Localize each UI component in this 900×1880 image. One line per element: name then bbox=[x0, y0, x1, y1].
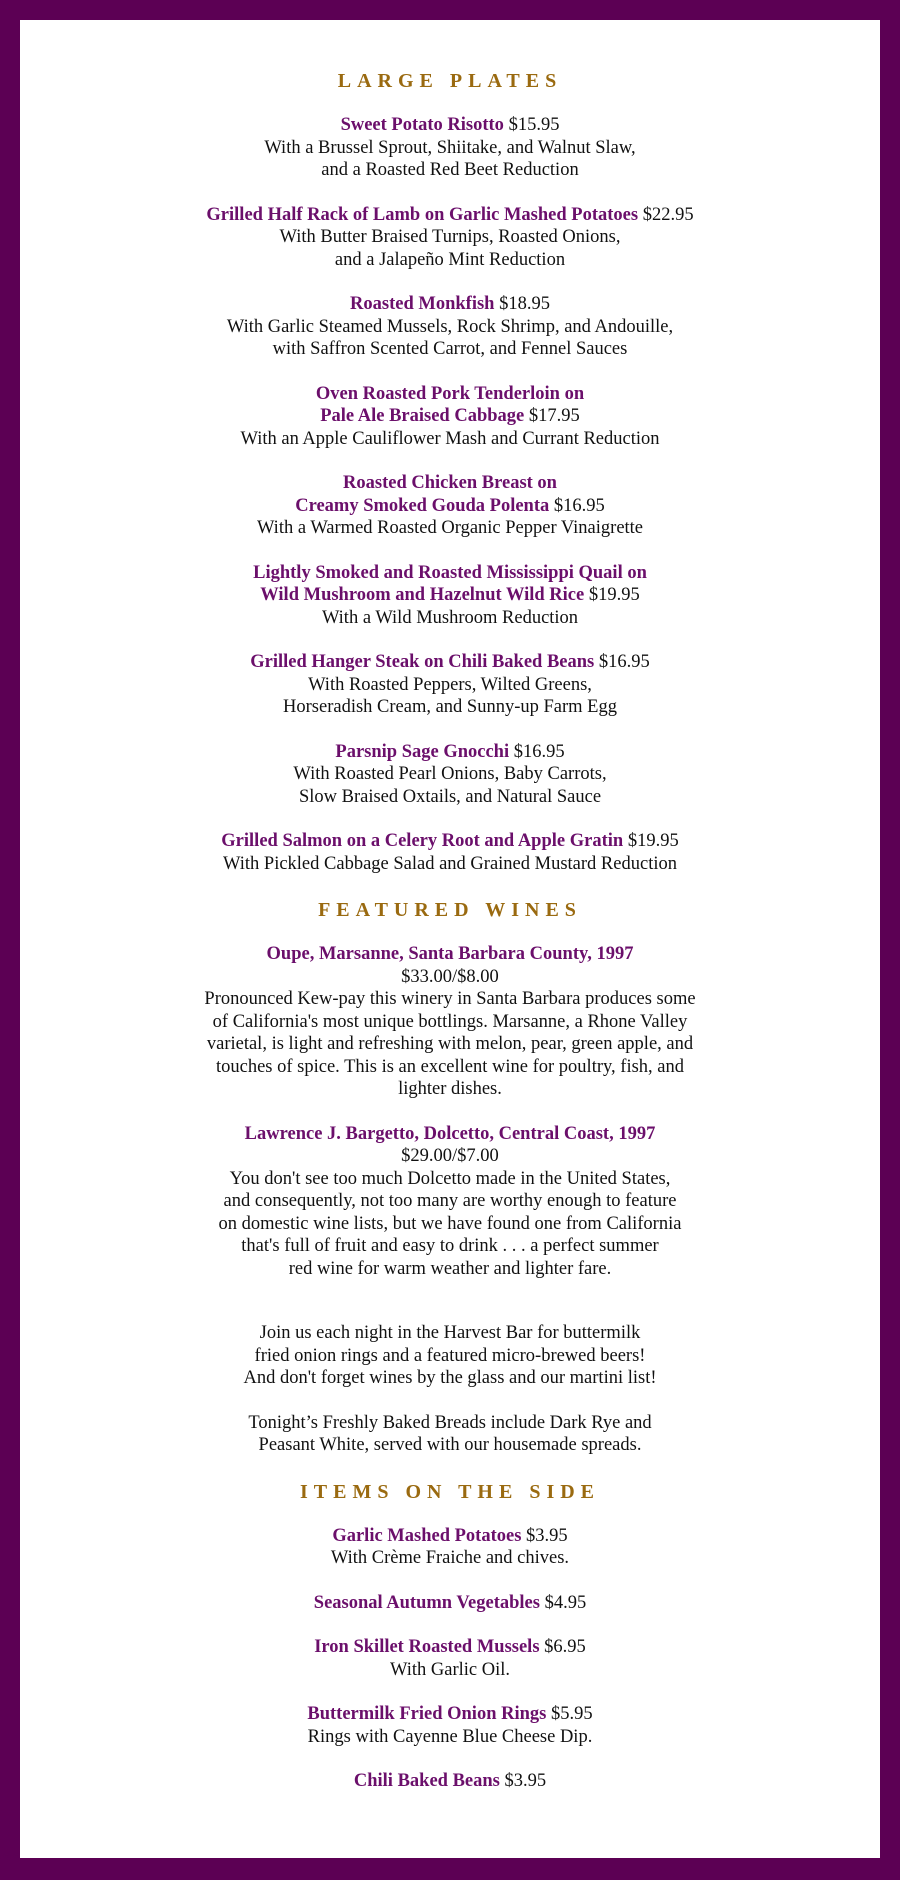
dish-name: Seasonal Autumn Vegetables bbox=[313, 1592, 540, 1613]
dish-name: Wild Mushroom and Hazelnut Wild Rice bbox=[260, 585, 585, 605]
dish-name: Parsnip Sage Gnocchi bbox=[335, 741, 510, 762]
dish-price: $5.95 bbox=[550, 1704, 593, 1724]
dish-description: With Roasted Pearl Onions, Baby Carrots, bbox=[293, 764, 607, 784]
dish-name: Buttermilk Fried Onion Rings bbox=[307, 1704, 547, 1724]
dish-name-line bbox=[20, 114, 880, 137]
dish-name-line bbox=[20, 1636, 880, 1659]
wine-description: on domestic wine lists, but we have found one from California bbox=[218, 1213, 682, 1234]
dish-description: With an Apple Cauliflower Mash and Currant Reduction bbox=[240, 428, 660, 449]
wine-description: that's full of fruit and easy to drink . . . a perfect summer bbox=[241, 1236, 659, 1256]
side-item bbox=[20, 1770, 880, 1793]
dish-name: Pale Ale Braised Cabbage bbox=[320, 406, 525, 426]
dish-price: $16.95 bbox=[598, 652, 650, 672]
dish-description: and a Roasted Red Beet Reduction bbox=[321, 160, 579, 180]
wine-description: touches of spice. This is an excellent wine for poultry, fish, and bbox=[215, 1056, 685, 1077]
dish-name: Roasted Monkfish bbox=[350, 294, 495, 314]
menu-page bbox=[20, 20, 880, 1858]
dish-name: Iron Skillet Roasted Mussels bbox=[314, 1637, 540, 1657]
dish-description: With Pickled Cabbage Salad and Grained Mustard Reduction bbox=[223, 853, 677, 874]
wine-description: You don't see too much Dolcetto made in the United States, bbox=[229, 1168, 671, 1189]
dish-name-line bbox=[20, 495, 880, 518]
dish-name-line bbox=[20, 741, 880, 764]
dish-name-line bbox=[20, 1770, 880, 1793]
dish-price: $22.95 bbox=[642, 204, 694, 225]
dish-description: With Butter Braised Turnips, Roasted Onions, bbox=[279, 227, 621, 247]
large-plates-heading: LARGE PLATES bbox=[337, 70, 563, 92]
wine-name: Oupe, Marsanne, Santa Barbara County, 1997 bbox=[266, 944, 634, 964]
dish-description: With Roasted Peppers, Wilted Greens, bbox=[308, 674, 592, 695]
note-paragraph bbox=[20, 1412, 880, 1457]
dish-description: with Saffron Scented Carrot, and Fennel Sauces bbox=[272, 339, 628, 359]
dish-name: Grilled Hanger Steak on Chili Baked Beans bbox=[250, 652, 595, 672]
dish-price: $15.95 bbox=[508, 115, 560, 135]
dish-name-line bbox=[20, 651, 880, 674]
note-paragraph bbox=[20, 1322, 880, 1390]
wine-description: lighter dishes. bbox=[398, 1079, 502, 1099]
dish-name: Lightly Smoked and Roasted Mississippi Quail on bbox=[253, 562, 647, 583]
side-item bbox=[20, 1592, 880, 1615]
wine-name: Lawrence J. Bargetto, Dolcetto, Central Coast, 1997 bbox=[244, 1123, 656, 1144]
dish-name-line bbox=[20, 1592, 880, 1615]
note-line: Tonight’s Freshly Baked Breads include Dark Rye and bbox=[248, 1412, 652, 1433]
wine-price: $29.00/$7.00 bbox=[401, 1146, 499, 1166]
dish-name: Sweet Potato Risotto bbox=[340, 115, 504, 135]
featured-wines-list bbox=[20, 943, 880, 1280]
dish-price: $16.95 bbox=[513, 741, 565, 762]
dish-name-line bbox=[20, 830, 880, 853]
dish-name: Chili Baked Beans bbox=[353, 1771, 500, 1791]
dish-description: Horseradish Cream, and Sunny-up Farm Egg bbox=[283, 697, 617, 717]
large-plate-item bbox=[20, 204, 880, 272]
dish-name: Garlic Mashed Potatoes bbox=[332, 1525, 522, 1546]
dish-description: With Garlic Oil. bbox=[390, 1659, 510, 1680]
dish-description: With a Brussel Sprout, Shiitake, and Walnut Slaw, bbox=[264, 137, 636, 158]
dish-price: $17.95 bbox=[528, 406, 580, 426]
wine-item bbox=[20, 1123, 880, 1281]
side-item bbox=[20, 1703, 880, 1748]
wine-description: of California's most unique bottlings. Marsanne, a Rhone Valley bbox=[212, 1011, 688, 1032]
dish-description: With Crème Fraiche and chives. bbox=[330, 1548, 570, 1568]
dish-name-line bbox=[20, 405, 880, 428]
large-plates-list bbox=[20, 114, 880, 875]
dish-name: Oven Roasted Pork Tenderloin on bbox=[315, 383, 585, 404]
side-item bbox=[20, 1525, 880, 1570]
large-plate-item bbox=[20, 562, 880, 630]
note-line: Peasant White, served with our housemade spreads. bbox=[258, 1435, 642, 1455]
dish-description: Rings with Cayenne Blue Cheese Dip. bbox=[307, 1726, 593, 1747]
large-plate-item bbox=[20, 830, 880, 875]
dish-name-line bbox=[20, 584, 880, 607]
dish-price: $6.95 bbox=[544, 1637, 586, 1657]
side-item bbox=[20, 1636, 880, 1681]
dish-price: $16.95 bbox=[553, 495, 605, 516]
dish-name-line bbox=[20, 562, 880, 585]
dish-name-line bbox=[20, 293, 880, 316]
notes-block bbox=[20, 1322, 880, 1457]
dish-name: Grilled Half Rack of Lamb on Garlic Mashed Potatoes bbox=[206, 204, 639, 225]
dish-name-line bbox=[20, 204, 880, 227]
dish-price: $19.95 bbox=[588, 585, 640, 605]
dish-description: Slow Braised Oxtails, and Natural Sauce bbox=[298, 786, 602, 807]
dish-price: $18.95 bbox=[499, 294, 550, 314]
dish-name: Roasted Chicken Breast on bbox=[343, 473, 557, 493]
dish-name-line bbox=[20, 472, 880, 495]
wine-description: and consequently, not too many are worthy enough to feature bbox=[223, 1191, 677, 1211]
note-line: Join us each night in the Harvest Bar for buttermilk bbox=[259, 1323, 641, 1343]
wine-item bbox=[20, 943, 880, 1101]
dish-description: With a Warmed Roasted Organic Pepper Vinaigrette bbox=[256, 518, 644, 538]
dish-description: and a Jalapeño Mint Reduction bbox=[334, 249, 566, 270]
sides-heading: ITEMS ON THE SIDE bbox=[299, 1480, 601, 1503]
dish-description: With a Wild Mushroom Reduction bbox=[321, 607, 579, 628]
large-plate-item bbox=[20, 472, 880, 540]
dish-price: $3.95 bbox=[504, 1771, 547, 1791]
dish-name-line bbox=[20, 1703, 880, 1726]
wine-description: Pronounced Kew-pay this winery in Santa Barbara produces some bbox=[204, 989, 696, 1009]
menu-content bbox=[20, 20, 880, 1793]
wine-price: $33.00/$8.00 bbox=[401, 966, 499, 987]
dish-price: $4.95 bbox=[544, 1592, 587, 1613]
dish-name-line bbox=[20, 1525, 880, 1548]
large-plate-item bbox=[20, 114, 880, 182]
dish-name-line bbox=[20, 383, 880, 406]
large-plate-item bbox=[20, 741, 880, 809]
wine-description: red wine for warm weather and lighter fare. bbox=[288, 1258, 612, 1279]
large-plate-item bbox=[20, 383, 880, 451]
note-line: fried onion rings and a featured micro-brewed beers! bbox=[254, 1345, 646, 1366]
large-plate-item bbox=[20, 651, 880, 719]
dish-name: Creamy Smoked Gouda Polenta bbox=[295, 495, 550, 516]
wine-description: varietal, is light and refreshing with melon, pear, green apple, and bbox=[206, 1034, 694, 1054]
sides-list bbox=[20, 1525, 880, 1793]
note-line: And don't forget wines by the glass and our martini list! bbox=[243, 1368, 657, 1388]
featured-wines-heading: FEATURED WINES bbox=[318, 899, 582, 921]
dish-description: With Garlic Steamed Mussels, Rock Shrimp, and Andouille, bbox=[226, 316, 674, 337]
dish-name: Grilled Salmon on a Celery Root and Apple Gratin bbox=[221, 831, 624, 851]
large-plate-item bbox=[20, 293, 880, 361]
dish-price: $3.95 bbox=[526, 1525, 568, 1546]
dish-price: $19.95 bbox=[627, 831, 679, 851]
